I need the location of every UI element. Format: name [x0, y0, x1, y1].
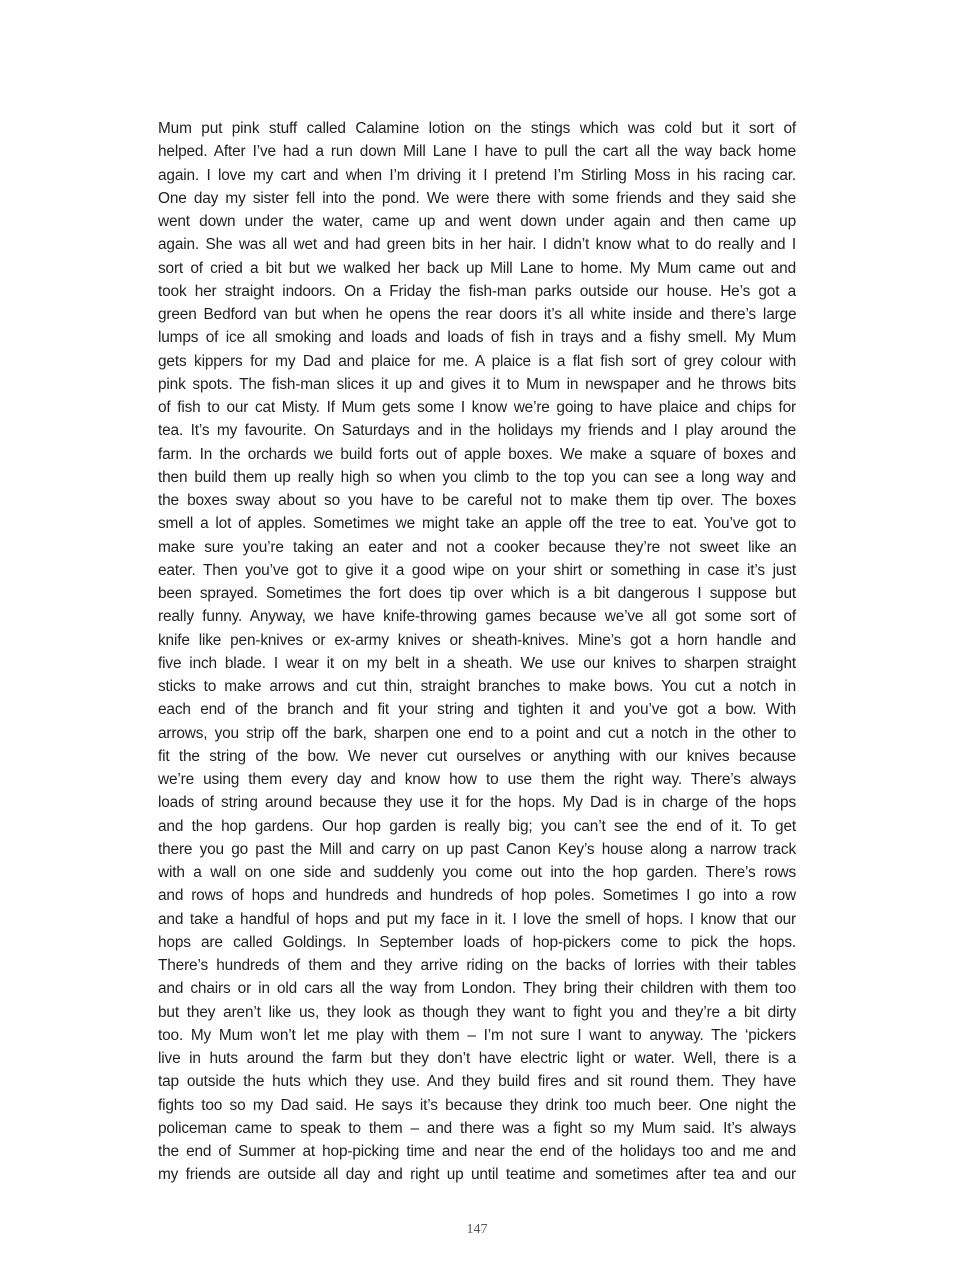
text-line: and rows of hops and hundreds and hundreds of hop poles. Sometimes I go into a row [158, 887, 796, 905]
text-line: there you go past the Mill and carry on up past Canon Key’s house along a narrow track [158, 840, 796, 858]
text-line: again. I love my cart and when I’m driving it I pretend I’m Stirling Moss in his racing car. [158, 166, 796, 184]
text-line: fights too so my Dad said. He says it’s because they drink too much beer. One night the [158, 1096, 796, 1114]
text-line: been sprayed. Sometimes the fort does tip over which is a bit dangerous I suppose but [158, 585, 796, 602]
text-line: sort of cried a bit but we walked her back up Mill Lane to home. My Mum came out and [158, 259, 796, 277]
text-line: There’s hundreds of them and they arrive riding on the backs of lorries with their tables [158, 957, 796, 974]
text-line: then build them up really high so when you climb to the top you can see a long way and [158, 468, 796, 486]
body-text [158, 117, 796, 1187]
page-number: 147 [466, 1222, 488, 1237]
text-line: tap outside the huts which they use. And they build fires and sit round them. They have [158, 1073, 796, 1091]
text-line: knife like pen-knives or ex-army knives or sheath-knives. Mine’s got a horn handle and [158, 631, 796, 649]
text-line: and take a handful of hops and put my face in it. I love the smell of hops. I know that our [158, 910, 796, 928]
text-line: of fish to our cat Misty. If Mum gets some I know we’re going to have plaice and chips for [158, 399, 796, 416]
text-line: policeman came to speak to them – and there was a fight so my Mum said. It’s always [158, 1119, 796, 1137]
text-line: arrows, you strip off the bark, sharpen one end to a point and cut a notch in the other to [158, 724, 796, 742]
text-line: smell a lot of apples. Sometimes we might take an apple off the tree to eat. You’ve got to [158, 515, 796, 533]
text-line: pink spots. The fish-man slices it up and gives it to Mum in newspaper and he throws bits [158, 375, 796, 393]
text-line: lumps of ice all smoking and loads and loads of fish in trays and a fishy smell. My Mum [158, 329, 796, 347]
text-line: green Bedford van but when he opens the rear doors it’s all white inside and there’s large [158, 306, 797, 323]
text-line: sticks to make arrows and cut thin, straight branches to make bows. You cut a notch in [158, 678, 796, 695]
text-line: live in huts around the farm but they don’t have electric light or water. Well, there is a [158, 1050, 796, 1067]
text-line: tea. It’s my favourite. On Saturdays and in the holidays my friends and I play around the [158, 422, 796, 440]
text-line: farm. In the orchards we build forts out of apple boxes. We make a square of boxes and [158, 445, 796, 463]
text-line: eater. Then you’ve got to give it a good wipe on your shirt or something in case it’s just [158, 561, 796, 579]
text-line: with a wall on one side and suddenly you come out into the hop garden. There’s rows [158, 864, 796, 881]
text-line: gets kippers for my Dad and plaice for me. A plaice is a flat fish sort of grey colour with [158, 352, 796, 370]
text-line: my friends are outside all day and right up until teatime and sometimes after tea and our [158, 1166, 796, 1184]
text-line: loads of string around because they use it for the hops. My Dad is in charge of the hops [158, 794, 796, 812]
text-line: again. She was all wet and had green bits in her hair. I didn’t know what to do really and I [158, 236, 796, 254]
text-line: went down under the water, came up and went down under again and then came up [158, 213, 796, 230]
text-line: but they aren’t like us, they look as though they want to fight you and they’re a bit dirty [158, 1003, 796, 1021]
text-line: Mum put pink stuff called Calamine lotion on the stings which was cold but it sort of [158, 120, 796, 137]
text-line: five inch blade. I wear it on my belt in a sheath. We use our knives to sharpen straight [158, 654, 796, 672]
text-line: really funny. Anyway, we have knife-throwing games because we’ve all got some sort of [158, 608, 796, 626]
text-line: and the hop gardens. Our hop garden is really big; you can’t see the end of it. To get [158, 817, 796, 835]
text-line: the end of Summer at hop-picking time and near the end of the holidays too and me and [158, 1143, 797, 1160]
text-line: fit the string of the bow. We never cut ourselves or anything with our knives because [158, 747, 796, 765]
text-line: One day my sister fell into the pond. We were there with some friends and they said she [158, 189, 796, 207]
text-line: took her straight indoors. On a Friday the fish-man parks outside our house. He’s got a [158, 282, 796, 300]
text-line: make sure you’re taking an eater and not a cooker because they’re not sweet like an [158, 538, 797, 556]
text-line: hops are called Goldings. In September loads of hop-pickers come to pick the hops. [158, 933, 796, 951]
text-line: and chairs or in old cars all the way from London. They bring their children with them too [158, 980, 796, 998]
text-line: the boxes sway about so you have to be careful not to make them tip over. The boxes [158, 492, 796, 509]
text-line: we’re using them every day and know how to use them the right way. There’s always [158, 771, 796, 788]
text-line: each end of the branch and fit your string and tighten it and you’ve got a bow. With [158, 701, 796, 719]
text-line: too. My Mum won’t let me play with them – I’m not sure I want to anyway. The ‘pickers [158, 1026, 796, 1044]
text-line: helped. After I’ve had a run down Mill Lane I have to pull the cart all the way back home [158, 143, 796, 161]
